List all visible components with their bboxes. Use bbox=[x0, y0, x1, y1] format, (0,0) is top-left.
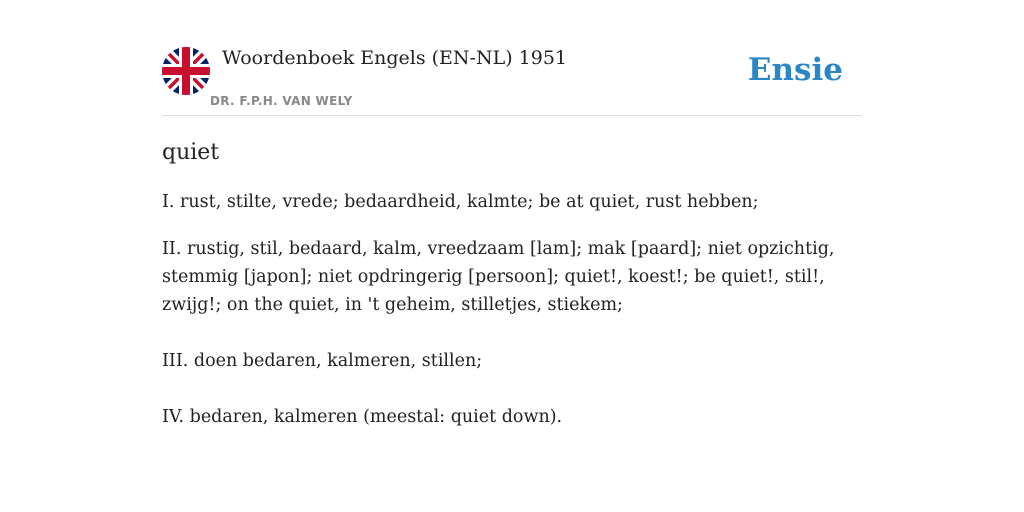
entry-sense-2: II. rustig, stil, bedaard, kalm, vreedzaam [lam]; mak [paard]; niet opzichtig, stemmig [japon]; niet opdringerig [persoon]; quiet!, koest!; be quiet!, stil!, zwijg!; on the quiet, in 't geheim, stilletjes, stiekem; bbox=[162, 239, 835, 315]
dictionary-header bbox=[162, 47, 862, 116]
entry-sense-3: III. doen bedaren, kalmeren, stillen; bbox=[162, 351, 483, 371]
entry-headword: quiet bbox=[162, 140, 220, 165]
uk-flag-icon bbox=[162, 47, 210, 95]
dictionary-author: DR. F.P.H. VAN WELY bbox=[210, 94, 353, 108]
ensie-logo[interactable]: Ensie bbox=[747, 52, 843, 88]
entry-sense-1: I. rust, stilte, vrede; bedaardheid, kalmte; be at quiet, rust hebben; bbox=[162, 192, 759, 212]
entry-sense-4: IV. bedaren, kalmeren (meestal: quiet down). bbox=[162, 407, 563, 427]
entry-content bbox=[162, 138, 862, 431]
dictionary-title[interactable]: Woordenboek Engels (EN-NL) 1951 bbox=[222, 47, 567, 69]
